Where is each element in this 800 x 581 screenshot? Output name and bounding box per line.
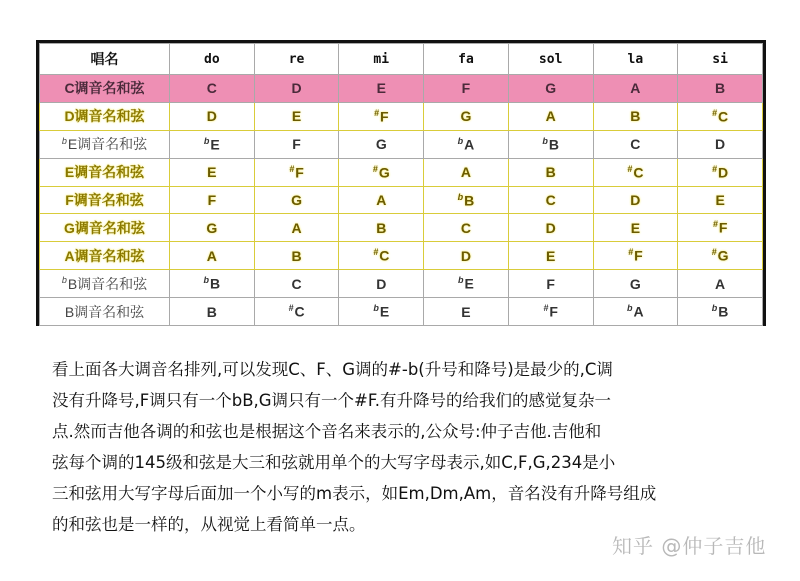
note-cell bbox=[254, 214, 339, 242]
note-cell bbox=[678, 75, 763, 103]
note-cell bbox=[170, 298, 255, 326]
key-label: B调音名和弦 bbox=[64, 303, 145, 320]
note-cell bbox=[254, 75, 339, 103]
note-cell bbox=[254, 102, 339, 130]
note-cell bbox=[508, 102, 593, 130]
table-row bbox=[40, 130, 763, 158]
note-name: F bbox=[295, 164, 304, 181]
note-cell bbox=[339, 270, 424, 298]
key-label: D调音名和弦 bbox=[64, 108, 145, 125]
paragraph-line: 点.然而吉他各调的和弦也是根据这个音名来表示的,公众号:仲子吉他.吉他和 bbox=[52, 422, 602, 441]
accidental-mark: b bbox=[61, 135, 67, 146]
note-name: A bbox=[376, 191, 387, 208]
note-cell bbox=[424, 158, 509, 186]
note-cell bbox=[339, 214, 424, 242]
zhihu-watermark: 知乎 @仲子吉他 bbox=[612, 534, 767, 558]
table-header-row bbox=[40, 44, 763, 75]
paragraph-line: 弦每个调的145级和弦是大三和弦就用单个的大写字母表示,如C,F,G,234是小 bbox=[52, 453, 616, 472]
note-name: F bbox=[292, 136, 301, 153]
note-cell bbox=[508, 130, 593, 158]
paragraph-line: 的和弦也是一样的，从视觉上看简单一点。 bbox=[52, 515, 366, 534]
header-sol: sol bbox=[508, 44, 593, 75]
table-row bbox=[40, 186, 763, 214]
note-name-table-container bbox=[36, 40, 766, 326]
note-name: A bbox=[715, 275, 726, 292]
note-name: B bbox=[376, 219, 387, 236]
note-cell bbox=[254, 158, 339, 186]
key-label-cell bbox=[40, 75, 170, 103]
flat-mark: b bbox=[203, 135, 210, 146]
note-cell bbox=[593, 214, 678, 242]
key-label: C调音名和弦 bbox=[64, 80, 145, 97]
table-row bbox=[40, 75, 763, 103]
note-cell bbox=[339, 242, 424, 270]
note-cell bbox=[424, 102, 509, 130]
note-name: F bbox=[461, 80, 471, 97]
note-cell bbox=[339, 158, 424, 186]
note-name: D bbox=[460, 247, 472, 264]
sharp-mark: # bbox=[712, 107, 718, 118]
note-name: A bbox=[460, 164, 472, 181]
header-fa: fa bbox=[424, 44, 509, 75]
key-label-cell bbox=[40, 102, 170, 130]
note-cell bbox=[678, 102, 763, 130]
note-name: D bbox=[376, 275, 387, 292]
flat-mark: b bbox=[542, 135, 548, 146]
note-cell bbox=[678, 186, 763, 214]
note-name: F bbox=[634, 248, 643, 265]
note-name: C bbox=[545, 191, 556, 208]
note-name: D bbox=[206, 108, 217, 125]
accidental-mark: b bbox=[61, 274, 67, 285]
sharp-mark: # bbox=[372, 163, 378, 174]
note-name: B bbox=[291, 247, 302, 264]
note-cell bbox=[678, 214, 763, 242]
note-cell bbox=[424, 130, 509, 158]
note-name: F bbox=[546, 275, 555, 292]
sharp-mark: # bbox=[711, 247, 717, 258]
table-row bbox=[40, 270, 763, 298]
note-cell bbox=[593, 242, 678, 270]
note-cell bbox=[254, 130, 339, 158]
note-cell bbox=[170, 102, 255, 130]
note-name: E bbox=[379, 303, 390, 320]
note-name: G bbox=[717, 248, 729, 265]
note-cell bbox=[170, 75, 255, 103]
note-name: C bbox=[633, 164, 644, 181]
header-la: la bbox=[593, 44, 678, 75]
note-cell bbox=[254, 270, 339, 298]
key-label-cell bbox=[40, 158, 170, 186]
note-cell bbox=[170, 214, 255, 242]
note-name: D bbox=[715, 136, 726, 153]
key-label: E调音名和弦 bbox=[67, 136, 148, 153]
note-name: D bbox=[630, 191, 641, 208]
flat-mark: b bbox=[458, 275, 464, 286]
note-name: E bbox=[545, 247, 556, 264]
note-cell bbox=[593, 186, 678, 214]
note-name: F bbox=[379, 108, 389, 125]
sharp-mark: # bbox=[288, 303, 294, 314]
note-cell bbox=[508, 158, 593, 186]
note-name: C bbox=[460, 219, 472, 236]
note-name: B bbox=[718, 303, 729, 320]
sharp-mark: # bbox=[712, 163, 718, 174]
note-cell bbox=[508, 186, 593, 214]
flat-mark: b bbox=[203, 275, 210, 286]
flat-mark: b bbox=[457, 135, 464, 146]
note-name: D bbox=[545, 219, 556, 236]
sharp-mark: # bbox=[628, 247, 634, 258]
note-name: C bbox=[294, 303, 305, 320]
key-label-cell bbox=[40, 130, 170, 158]
note-name: A bbox=[633, 303, 644, 320]
table-row bbox=[40, 298, 763, 326]
note-name: E bbox=[291, 108, 302, 125]
note-cell bbox=[593, 75, 678, 103]
note-name: F bbox=[207, 191, 217, 208]
sharp-mark: # bbox=[712, 219, 718, 230]
table-row bbox=[40, 242, 763, 270]
note-name: B bbox=[545, 164, 556, 181]
table-row bbox=[40, 158, 763, 186]
note-cell bbox=[254, 242, 339, 270]
note-name: E bbox=[461, 303, 471, 320]
note-cell bbox=[424, 270, 509, 298]
note-name: D bbox=[291, 80, 302, 97]
note-name: A bbox=[464, 136, 475, 153]
table-body bbox=[40, 75, 763, 326]
note-name: A bbox=[291, 219, 302, 236]
note-cell bbox=[678, 130, 763, 158]
note-cell bbox=[678, 242, 763, 270]
sharp-mark: # bbox=[627, 163, 633, 174]
key-label-cell bbox=[40, 298, 170, 326]
note-name: E bbox=[210, 136, 220, 153]
note-name: C bbox=[630, 136, 641, 153]
paragraph-line: 没有升降号,F调只有一个bB,G调只有一个#F.有升降号的给我们的感觉复杂一 bbox=[52, 391, 611, 410]
note-name: C bbox=[379, 248, 390, 265]
header-do: do bbox=[170, 44, 255, 75]
note-name: B bbox=[464, 192, 475, 209]
note-name-table bbox=[39, 43, 763, 326]
note-name: G bbox=[206, 219, 218, 236]
note-cell bbox=[170, 158, 255, 186]
key-label: E调音名和弦 bbox=[64, 164, 145, 181]
note-cell bbox=[254, 186, 339, 214]
note-name: B bbox=[206, 303, 217, 320]
flat-mark: b bbox=[457, 191, 464, 202]
note-name: E bbox=[376, 80, 386, 97]
note-name: B bbox=[548, 136, 559, 153]
explanation-paragraph bbox=[52, 354, 752, 540]
sharp-mark: # bbox=[373, 107, 379, 118]
note-name: B bbox=[630, 108, 641, 125]
note-cell bbox=[508, 242, 593, 270]
key-label-cell bbox=[40, 214, 170, 242]
note-cell bbox=[424, 75, 509, 103]
note-cell bbox=[508, 214, 593, 242]
note-name: G bbox=[629, 275, 641, 292]
sharp-mark: # bbox=[543, 303, 549, 314]
note-cell bbox=[170, 186, 255, 214]
sharp-mark: # bbox=[373, 247, 379, 258]
note-cell bbox=[508, 75, 593, 103]
key-label-cell bbox=[40, 270, 170, 298]
note-name: G bbox=[375, 136, 387, 153]
note-name: G bbox=[291, 191, 302, 208]
note-name: C bbox=[718, 108, 729, 125]
note-cell bbox=[424, 186, 509, 214]
note-name: G bbox=[378, 164, 390, 181]
note-cell bbox=[424, 214, 509, 242]
note-cell bbox=[593, 298, 678, 326]
header-solfege: 唱名 bbox=[40, 44, 170, 75]
note-name: C bbox=[206, 80, 217, 97]
note-cell bbox=[170, 130, 255, 158]
note-cell bbox=[593, 270, 678, 298]
note-cell bbox=[339, 298, 424, 326]
note-name: C bbox=[291, 275, 302, 292]
note-name: E bbox=[464, 275, 474, 292]
table-row bbox=[40, 102, 763, 130]
header-re: re bbox=[254, 44, 339, 75]
table-row bbox=[40, 214, 763, 242]
key-label: G调音名和弦 bbox=[64, 219, 145, 236]
note-name: D bbox=[718, 164, 729, 181]
key-label-cell bbox=[40, 186, 170, 214]
note-cell bbox=[678, 158, 763, 186]
flat-mark: b bbox=[711, 303, 718, 314]
note-name: F bbox=[718, 220, 728, 237]
note-cell bbox=[424, 298, 509, 326]
key-label: B调音名和弦 bbox=[67, 275, 148, 292]
note-cell bbox=[339, 75, 424, 103]
note-cell bbox=[170, 242, 255, 270]
key-label-cell bbox=[40, 242, 170, 270]
note-name: A bbox=[545, 108, 556, 125]
key-label: A调音名和弦 bbox=[64, 247, 145, 264]
note-name: F bbox=[549, 303, 558, 320]
note-cell bbox=[678, 298, 763, 326]
header-si: si bbox=[678, 44, 763, 75]
note-cell bbox=[593, 130, 678, 158]
flat-mark: b bbox=[373, 303, 379, 314]
note-name: A bbox=[630, 80, 641, 97]
note-cell bbox=[339, 102, 424, 130]
flat-mark: b bbox=[627, 303, 633, 314]
key-label: F调音名和弦 bbox=[65, 191, 144, 208]
note-cell bbox=[424, 242, 509, 270]
note-cell bbox=[678, 270, 763, 298]
note-name: E bbox=[715, 191, 725, 208]
note-cell bbox=[170, 270, 255, 298]
note-cell bbox=[508, 298, 593, 326]
header-mi: mi bbox=[339, 44, 424, 75]
note-name: E bbox=[630, 219, 641, 236]
note-cell bbox=[339, 130, 424, 158]
note-cell bbox=[593, 158, 678, 186]
paragraph-line: 看上面各大调音名排列,可以发现C、F、G调的#-b(升号和降号)是最少的,C调 bbox=[52, 360, 613, 379]
note-cell bbox=[593, 102, 678, 130]
note-cell bbox=[339, 186, 424, 214]
note-name: B bbox=[715, 80, 726, 97]
note-name: A bbox=[206, 247, 217, 264]
note-name: B bbox=[210, 275, 221, 292]
sharp-mark: # bbox=[289, 163, 295, 174]
note-cell bbox=[254, 298, 339, 326]
paragraph-line: 三和弦用大写字母后面加一个小写的m表示，如Em,Dm,Am，音名没有升降号组成 bbox=[52, 484, 657, 503]
note-cell bbox=[508, 270, 593, 298]
note-name: G bbox=[545, 80, 557, 97]
note-name: E bbox=[207, 164, 217, 181]
note-name: G bbox=[460, 108, 472, 125]
